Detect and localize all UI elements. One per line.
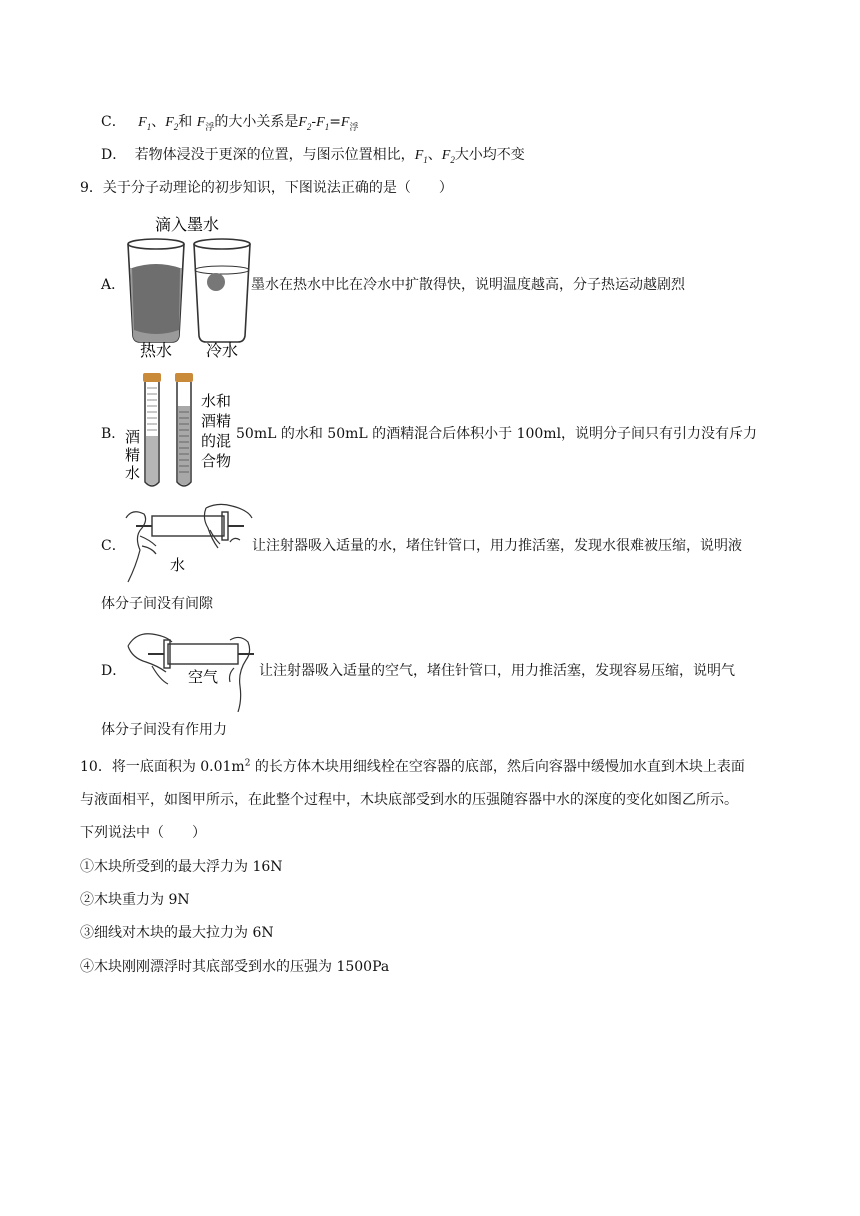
sub: 1 <box>423 154 428 165</box>
q9-option-d-text-line2: 体分子间没有作用力 <box>101 722 227 738</box>
equals: = <box>329 114 341 130</box>
var-f2: F <box>441 148 451 163</box>
sep: 、 <box>151 114 166 130</box>
q9-option-b-text: 50mL 的水和 50mL 的酒精混合后体积小于 100ml，说明分子间只有引力没有斥力 <box>236 426 758 442</box>
q9-b-figure <box>122 370 242 492</box>
var-f2: F <box>165 115 174 130</box>
q8-option-d <box>101 145 525 166</box>
q10-text-a: 10．将一底面积为 0.01m <box>80 759 245 775</box>
var-f1: F <box>316 115 325 130</box>
option-text-tail: 大小均不变 <box>454 147 525 163</box>
fig-title: 滴入墨水 <box>154 215 220 234</box>
fig-label-left-3: 水 <box>125 464 141 482</box>
q10-stem-line3: 下列说法中（ ） <box>80 825 206 841</box>
minus: - <box>311 114 317 130</box>
q9-option-a-text: 墨水在热水中比在冷水中扩散得快，说明温度越高，分子热运动越剧烈 <box>251 277 685 293</box>
q10-item-2: ②木块重力为 9N <box>80 892 190 908</box>
fig-label-right-2: 酒精 <box>201 412 232 430</box>
option-text: 若物体浸没于更深的位置，与图示位置相比， <box>134 147 415 163</box>
sub: 浮 <box>205 122 215 133</box>
fig-label-right-4: 合物 <box>201 452 232 470</box>
and-text: 和 <box>178 114 193 130</box>
q8-option-c <box>101 112 359 133</box>
q9-option-a-label: A． <box>101 277 126 293</box>
q10-item-4: ④木块刚刚漂浮时其底部受到水的压强为 1500Pa <box>80 959 390 975</box>
q9-option-c-label: C． <box>101 538 126 554</box>
fig-label-right-1: 水和 <box>201 392 232 410</box>
q9-option-d-text-line1: 让注射器吸入适量的空气，堵住针管口，用力推活塞，发现容易压缩，说明气 <box>259 663 735 679</box>
q9-option-c-text-line2: 体分子间没有间隙 <box>101 596 213 612</box>
q9-stem: 9．关于分子动理论的初步知识，下图说法正确的是（ ） <box>80 180 453 196</box>
q10-stem-line1 <box>80 757 745 777</box>
fig-label-right-3: 的混 <box>201 432 232 450</box>
sep: 、 <box>427 147 442 163</box>
q9-d-figure <box>122 620 262 712</box>
var-f-buoy: F <box>196 115 206 130</box>
var-f2: F <box>298 115 307 130</box>
fig-label-left-1: 酒 <box>125 428 141 446</box>
q10-item-1: ①木块所受到的最大浮力为 16N <box>80 859 283 875</box>
q9-option-c-text-line1: 让注射器吸入适量的水，堵住针管口，用力推活塞，发现水很难被压缩，说明液 <box>252 538 742 554</box>
q9-option-d-label: D． <box>101 663 127 679</box>
var-f1: F <box>414 148 424 163</box>
sub: 1 <box>324 121 330 132</box>
option-label: C． <box>101 114 126 130</box>
sub: 浮 <box>349 122 359 133</box>
sub: 2 <box>450 154 455 165</box>
sub: 2 <box>173 121 179 132</box>
q10-item-3: ③细线对木块的最大拉力为 6N <box>80 925 274 941</box>
var-f-buoy: F <box>340 115 350 130</box>
q9-c-figure <box>122 500 254 584</box>
var-f1: F <box>138 115 147 130</box>
option-text: 的大小关系是 <box>214 114 299 130</box>
sup: 2 <box>244 758 251 769</box>
option-label: D． <box>101 147 127 163</box>
fig-label-air: 空气 <box>188 668 219 686</box>
fig-label-hot: 热水 <box>139 341 173 358</box>
q9-option-b-label: B． <box>101 426 126 442</box>
fig-label-cold: 冷水 <box>205 341 239 358</box>
sub: 2 <box>306 121 312 132</box>
q10-text-b: 的长方体木块用细线栓在空容器的底部，然后向容器中缓慢加水直到木块上表面 <box>250 759 745 775</box>
q10-stem-line2: 与液面相平，如图甲所示，在此整个过程中，木块底部受到水的压强随容器中水的深度的变化如图乙所示。 <box>80 792 738 808</box>
fig-label-water: 水 <box>170 556 186 574</box>
q9-a-figure <box>122 210 252 358</box>
fig-label-left-2: 精 <box>125 446 141 464</box>
sub: 1 <box>146 121 152 132</box>
